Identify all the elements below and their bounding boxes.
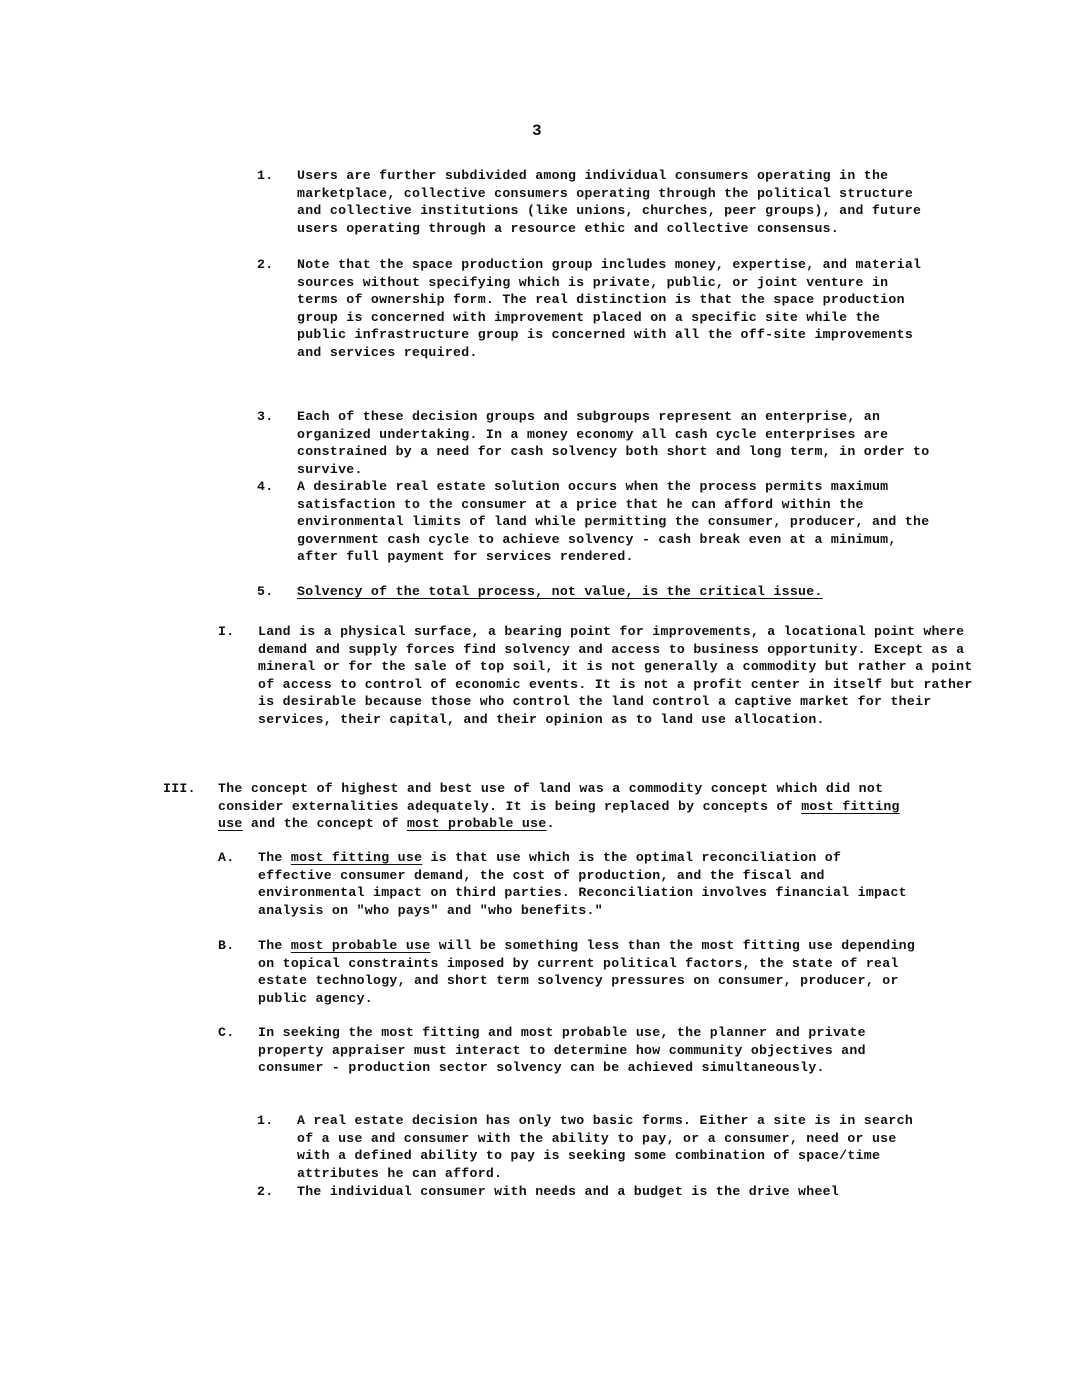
item-number: I. [218,624,235,639]
list-item [218,849,918,919]
list-item [257,408,937,478]
item-text: The individual consumer with needs and a budget is the drive wheel [297,1184,840,1199]
item-text: A real estate decision has only two basic forms. Either a site is in search of a use and consumer with the ability to pay, or a consumer, need or use with a defined ability to pay is seeking some combination of space/time attributes he can afford. [297,1113,914,1181]
item-number: 3. [257,409,274,424]
list-item [218,937,918,1007]
list-item [257,1183,957,1201]
item-number: 1. [257,1113,274,1128]
list-item [257,583,937,601]
item-number: III. [163,781,196,796]
list-item [163,780,918,833]
item-number: 2. [257,257,274,272]
item-text: A desirable real estate solution occurs when the process permits maximum satisfaction to the consumer at a price that he can afford within the environmental limits of land while permitting the consumer, producer, and the government cash cycle to achieve solvency - cash break even at a minimum, after full payment for services rendered. [297,479,930,565]
item-text: Solvency of the total process, not value, is the critical issue. [297,584,823,599]
item-number: A. [218,850,235,865]
list-item [218,1024,918,1077]
item-text: The most probable use will be something less than the most fitting use depending on topical constraints imposed by current political factors, the state of real estate technology, and short term solvency pressures on consumer, producer, or public agency. [258,938,916,1006]
list-item [257,478,937,566]
list-item [257,256,937,362]
item-number: 5. [257,584,274,599]
item-text: The most fitting use is that use which is the optimal reconciliation of effective consumer demand, the cost of production, and the fiscal and environmental impact on third parties. Reconciliation involves financial impact analysis on "who pays" and "who benefits." [258,850,907,918]
item-text: Each of these decision groups and subgroups represent an enterprise, an organized undertaking. In a money economy all cash cycle enterprises are constrained by a need for cash solvency both short and long term, in order to survive. [297,409,930,477]
item-number: 4. [257,479,274,494]
item-text: Land is a physical surface, a bearing point for improvements, a locational point where demand and supply forces find solvency and access to business opportunity. Except as a mineral or for the sale of top soil, it is not generally a commodity but rather a point of access to control of economic events. It is not a profit center in itself but rather is desirable because those who control the land control a captive market for their services, their capital, and their opinion as to land use allocation. [258,624,973,727]
item-number: B. [218,938,235,953]
list-item [257,167,937,237]
page-number: 3 [532,122,542,140]
item-number: 1. [257,168,274,183]
list-item [218,623,978,729]
item-text: In seeking the most fitting and most probable use, the planner and private property appraiser must interact to determine how community objectives and consumer - production sector solvency can be achieved simultaneously. [258,1025,866,1076]
item-text: Note that the space production group includes money, expertise, and material sources without specifying which is private, public, or joint venture in terms of ownership form. The real distinction is that the space production group is concerned with improvement placed on a specific site while the public infrastructure group is concerned with all the off-site improvements and services required. [297,257,922,360]
item-number: 2. [257,1184,274,1199]
list-item [257,1112,917,1182]
item-text: Users are further subdivided among individual consumers operating in the marketplace, collective consumers operating through the political structure and collective institutions (like unions, churches, peer groups), and future users operating through a resource ethic and collective consensus. [297,168,922,236]
item-number: C. [218,1025,235,1040]
item-text: The concept of highest and best use of land was a commodity concept which did not consider externalities adequately. It is being replaced by concepts of most fitting use and the concept of most probable use. [218,781,900,832]
